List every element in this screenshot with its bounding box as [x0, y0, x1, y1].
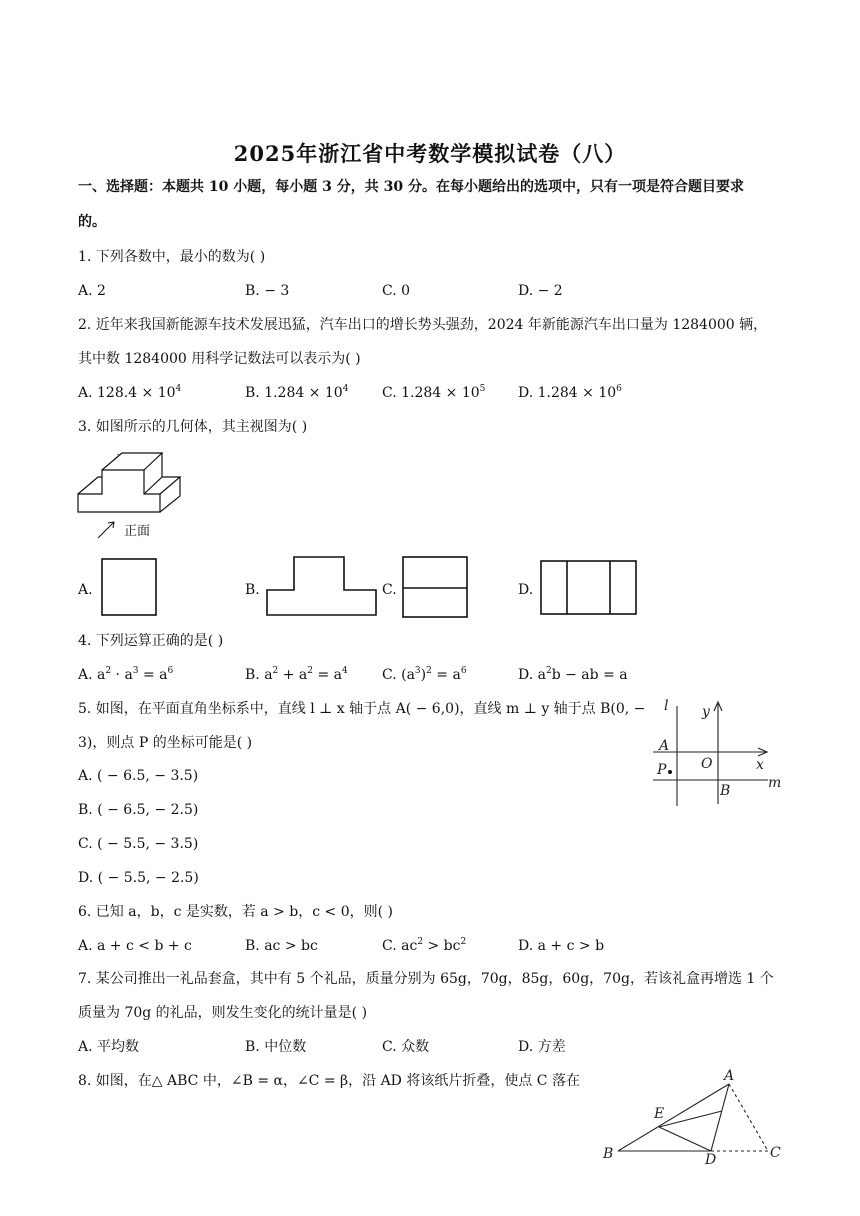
fig-label-l: l — [664, 698, 669, 714]
q3-option-b-label: B. — [245, 582, 260, 598]
q5-stem-line2: 3)，则点 P 的坐标可能是( ) — [78, 735, 253, 751]
q1-option-b: B. − 3 — [245, 283, 290, 299]
q2-option-c: C. $1.284 \times 10^5$ — [382, 384, 486, 401]
q1-option-c: C. 0 — [382, 283, 411, 299]
q4-option-b: B. $a^2 + a^2 = a^4$ — [245, 666, 348, 683]
q4-option-c: C. $(a^3)^2 = a^6$ — [382, 666, 467, 683]
q6-option-a: A. a + c < b + c — [78, 938, 192, 954]
q6-option-b: B. ac > bc — [245, 938, 318, 954]
coordinate-figure — [650, 696, 790, 808]
q5-option-c: C. ( − 5.5, − 3.5) — [78, 836, 199, 852]
q2-option-a: A. $128.4 \times 10^4$ — [78, 384, 182, 401]
fig8-label-e: E — [654, 1106, 665, 1122]
q1-stem: 1. 下列各数中，最小的数为( ) — [78, 249, 266, 265]
q4-option-a: A. $a^2 \cdot a^3 = a^6$ — [78, 666, 174, 683]
section-heading: 一、选择题：本题共 10 小题，每小题 3 分，共 30 分。在每小题给出的选项中，只有一项是符合题目要求 — [78, 179, 744, 195]
front-label: 正面 — [124, 524, 151, 539]
q1-option-d: D. − 2 — [518, 283, 563, 299]
q7-stem-line2: 质量为 70g 的礼品，则发生变化的统计量是( ) — [78, 1005, 368, 1021]
q3-option-d-label: D. — [518, 582, 534, 598]
q8-stem: 8. 如图，在△ ABC 中，∠B = α，∠C = β，沿 AD 将该纸片折叠，使点 C 落在 — [78, 1073, 580, 1089]
section-heading-cont: 的。 — [78, 214, 106, 230]
fig-label-b: B — [720, 783, 731, 799]
solid-figure — [76, 450, 188, 542]
q5-option-d: D. ( − 5.5, − 2.5) — [78, 870, 199, 886]
q3-option-b-figure — [266, 556, 378, 616]
fig8-label-d: D — [705, 1152, 717, 1168]
fig-label-x: x — [756, 757, 764, 773]
fig-label-y: y — [702, 704, 710, 720]
q7-option-c: C. 众数 — [382, 1039, 430, 1055]
q3-stem: 3. 如图所示的几何体，其主视图为( ) — [78, 419, 308, 435]
q4-option-d: D. $a^2b$ − ab = a — [518, 666, 628, 683]
q2-option-d: D. $1.284 \times 10^6$ — [518, 384, 622, 401]
fig8-label-b: B — [603, 1146, 614, 1162]
q5-option-b: B. ( − 6.5, − 2.5) — [78, 802, 199, 818]
q6-stem: 6. 已知 a，b，c 是实数，若 a > b，c < 0，则( ) — [78, 904, 393, 920]
q7-option-a: A. 平均数 — [78, 1039, 140, 1055]
q7-option-b: B. 中位数 — [245, 1039, 307, 1055]
q5-stem-line1: 5. 如图，在平面直角坐标系中，直线 l ⊥ x 轴于点 A( − 6,0)，直线 m ⊥ y 轴于点 B(0, − — [78, 701, 646, 717]
q2-stem-line2: 其中数 1284000 用科学记数法可以表示为( ) — [78, 351, 361, 367]
fig-label-m: m — [768, 775, 782, 791]
fig8-label-c: C — [770, 1145, 781, 1161]
fig-label-a: A — [659, 738, 670, 754]
q3-option-a-label: A. — [78, 582, 93, 598]
fig-label-o: O — [701, 756, 713, 772]
q1-option-a: A. 2 — [78, 283, 106, 299]
q4-stem: 4. 下列运算正确的是( ) — [78, 633, 224, 649]
q3-option-d-figure — [540, 560, 637, 615]
q3-option-c-figure — [402, 556, 468, 618]
triangle-figure — [598, 1066, 788, 1166]
fig-label-p: P — [657, 762, 667, 778]
page-title: 2025年浙江省中考数学模拟试卷（八） — [233, 141, 627, 166]
q2-stem-line1: 2. 近年来我国新能源车技术发展迅猛，汽车出口的增长势头强劲，2024 年新能源汽车出口量为 1284000 辆， — [78, 317, 768, 333]
q5-option-a: A. ( − 6.5, − 3.5) — [78, 768, 199, 784]
q6-option-c: C. $ac^2 > bc^2$ — [382, 937, 467, 954]
q3-option-a-figure — [101, 558, 157, 616]
q6-option-d: D. a + c > b — [518, 938, 605, 954]
fig8-label-a: A — [724, 1068, 735, 1084]
q2-option-b: B. $1.284 \times 10^4$ — [245, 384, 349, 401]
q7-stem-line1: 7. 某公司推出一礼品套盒，其中有 5 个礼品，质量分别为 65g，70g，85g，60g，70g，若该礼盒再增选 1 个 — [78, 971, 774, 987]
q3-option-c-label: C. — [382, 582, 397, 598]
q7-option-d: D. 方差 — [518, 1039, 566, 1055]
